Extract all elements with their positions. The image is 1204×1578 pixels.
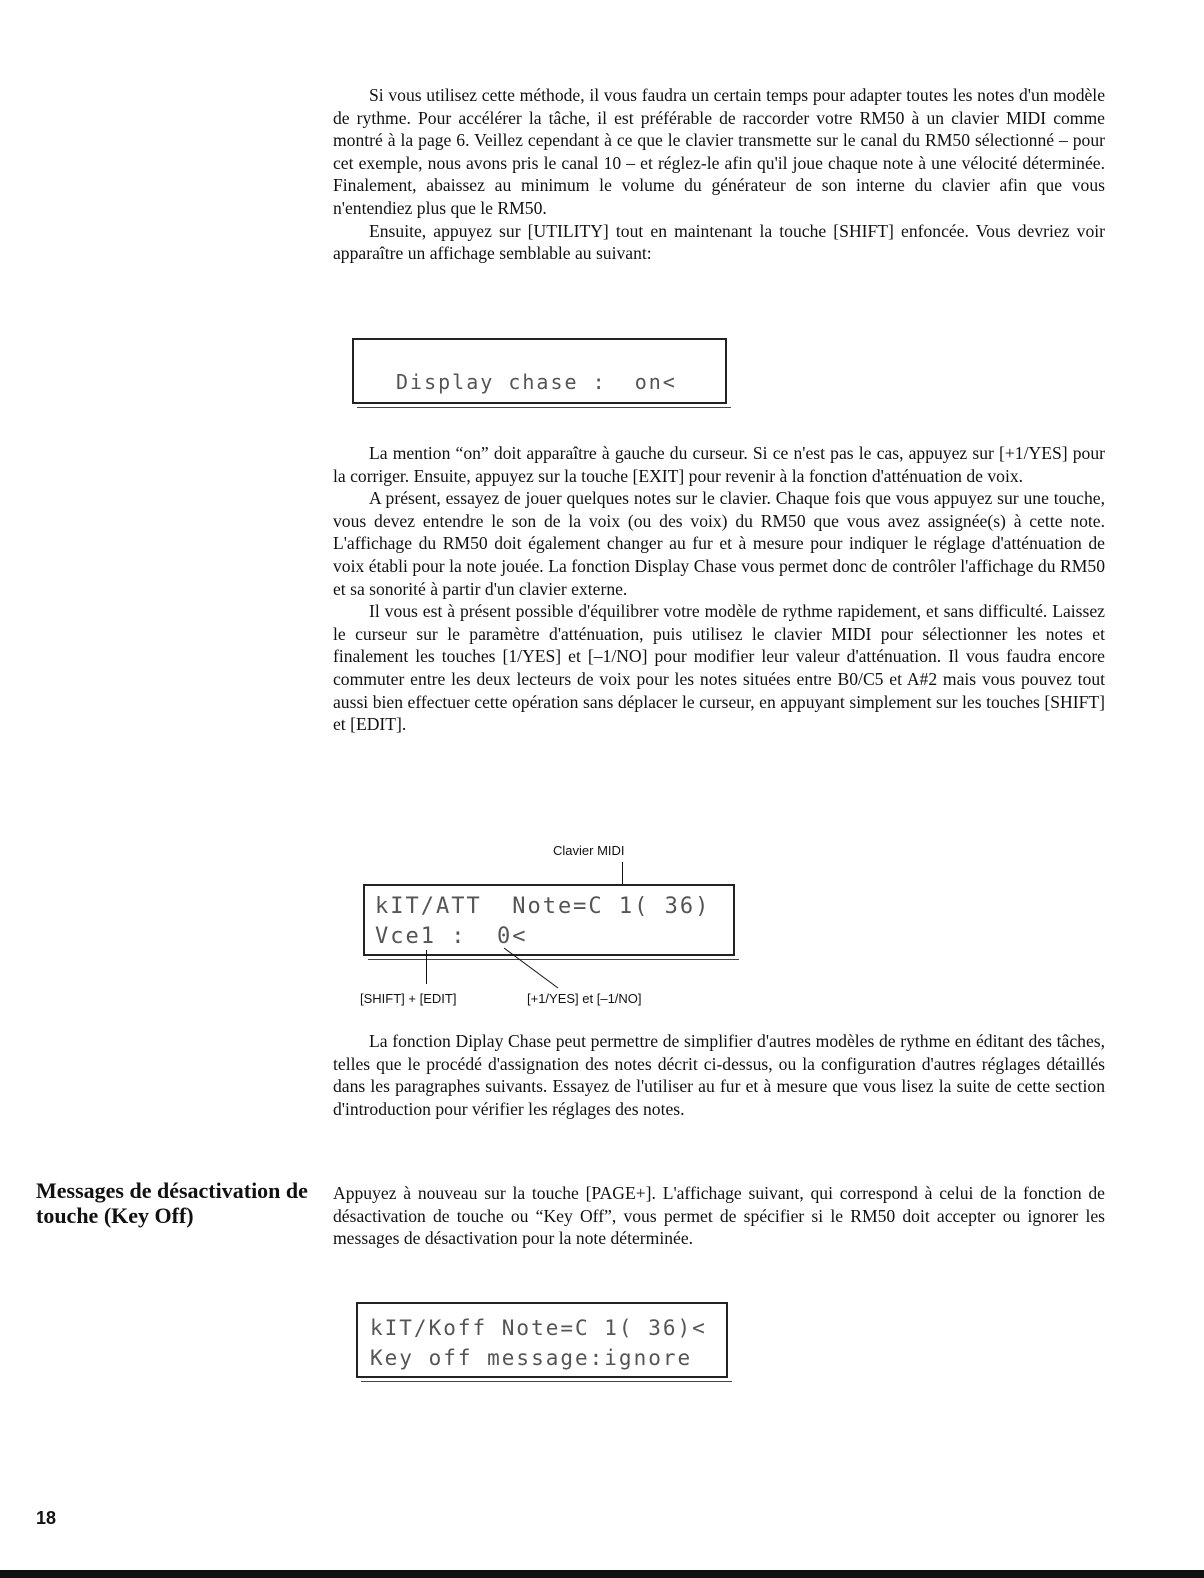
label-clavier-midi: Clavier MIDI (553, 843, 625, 858)
lcd-line-1: kIT/Koff Note=C 1( 36)< (370, 1316, 707, 1340)
lcd-line-1: Display chase : on< (396, 370, 677, 394)
paragraph-utility: Ensuite, appuyez sur [UTILITY] tout en maintenant la touche [SHIFT] enfoncée. Vous devriez voir apparaître un affichage semblable au suivant: (333, 220, 1105, 264)
paragraph-balance: Il vous est à présent possible d'équilibrer votre modèle de rythme rapidement, et sans difficulté. Laissez le curseur sur le paramètre d'atténuation, puis utilisez le clavier MIDI pour sélectionner les notes et finalement les touches [1/YES] et [–1/NO] pour modifier leur valeur d'atténuation. Il vous faudra encore commuter entre les deux lecteurs de voix pour les notes situées entre B0/C5 et A#2 mais vous pouvez tout aussi bien effectuer cette opération sans déplacer le curseur, en appuyant simplement sur les touches [SHIFT] et [EDIT]. (333, 601, 1105, 735)
lcd-line-1: kIT/ATT Note=C 1( 36) (375, 894, 711, 919)
paragraph-method: Si vous utilisez cette méthode, il vous faudra un certain temps pour adapter toutes les notes d'un modèle de rythme. Pour accélérer la tâche, il est préférable de raccorder votre RM50 à un clavier MIDI comme montré à la page 6. Veillez cependant à ce que le clavier transmette sur le canal du RM50 sélectionné – pour cet exemple, nous avons pris le canal 10 – et réglez-le afin qu'il joue chaque note à une vélocité déterminée. Finalement, abaissez au minimum le volume du générateur de son interne du clavier afin que vous n'entendiez plus que le RM50. (333, 85, 1105, 218)
paragraph-key-off: Appuyez à nouveau sur la touche [PAGE+]. L'affichage suivant, qui correspond à celui de la fonction de désactivation de touche ou “Key Off”, vous permet de spécifier si le RM50 doit accepter ou ignorer les messages de désactivation pour la note déterminée. (333, 1183, 1105, 1249)
pointer-yes-no (500, 944, 570, 990)
label-yes-no: [+1/YES] et [–1/NO] (527, 991, 642, 1006)
lcd-line-2: Key off message:ignore (370, 1346, 693, 1370)
display-chase-text (333, 442, 1105, 736)
bottom-rule (0, 1570, 1204, 1578)
paragraph-play-notes: A présent, essayez de jouer quelques notes sur le clavier. Chaque fois que vous appuyez sur une touche, vous devez entendre le son de la voix (ou des voix) du RM50 que vous avez assignée(s) à cette note. L'affichage du RM50 doit également changer au fur et à mesure pour indiquer le réglage d'atténuation de voix établi pour la note jouée. La fonction Display Chase vous permet donc de contrôler l'affichage du RM50 et sa sonorité à partir d'un clavier externe. (333, 488, 1105, 599)
diplay-chase-text (333, 1030, 1105, 1120)
paragraph-on-mention: La mention “on” doit apparaître à gauche du curseur. Si ce n'est pas le cas, appuyez sur [+1/YES] pour la corriger. Ensuite, appuyez sur la touche [EXIT] pour revenir à la fonction d'atténuation de voix. (333, 443, 1105, 486)
section-heading: Messages de désactivation de touche (Key Off) (36, 1178, 308, 1228)
page-number: 18 (36, 1508, 57, 1528)
label-shift-edit: [SHIFT] + [EDIT] (360, 991, 457, 1006)
key-off-text (333, 1182, 1105, 1250)
lcd-display-chase (352, 338, 727, 404)
lcd-line-2: Vce1 : 0< (375, 924, 528, 949)
pointer-shift-edit (426, 950, 427, 984)
paragraph-simplify: La fonction Diplay Chase peut permettre de simplifier d'autres modèles de rythme en éditant des tâches, telles que le procédé d'assignation des notes décrit ci-dessus, ou la configuration d'autres réglages détaillés dans les paragraphes suivants. Essayez de l'utiliser au fur et à mesure que vous lisez la suite de cette section d'introduction pour vérifier les réglages des notes. (333, 1031, 1105, 1119)
lcd-kit-koff (356, 1302, 728, 1378)
intro-text (333, 84, 1105, 265)
